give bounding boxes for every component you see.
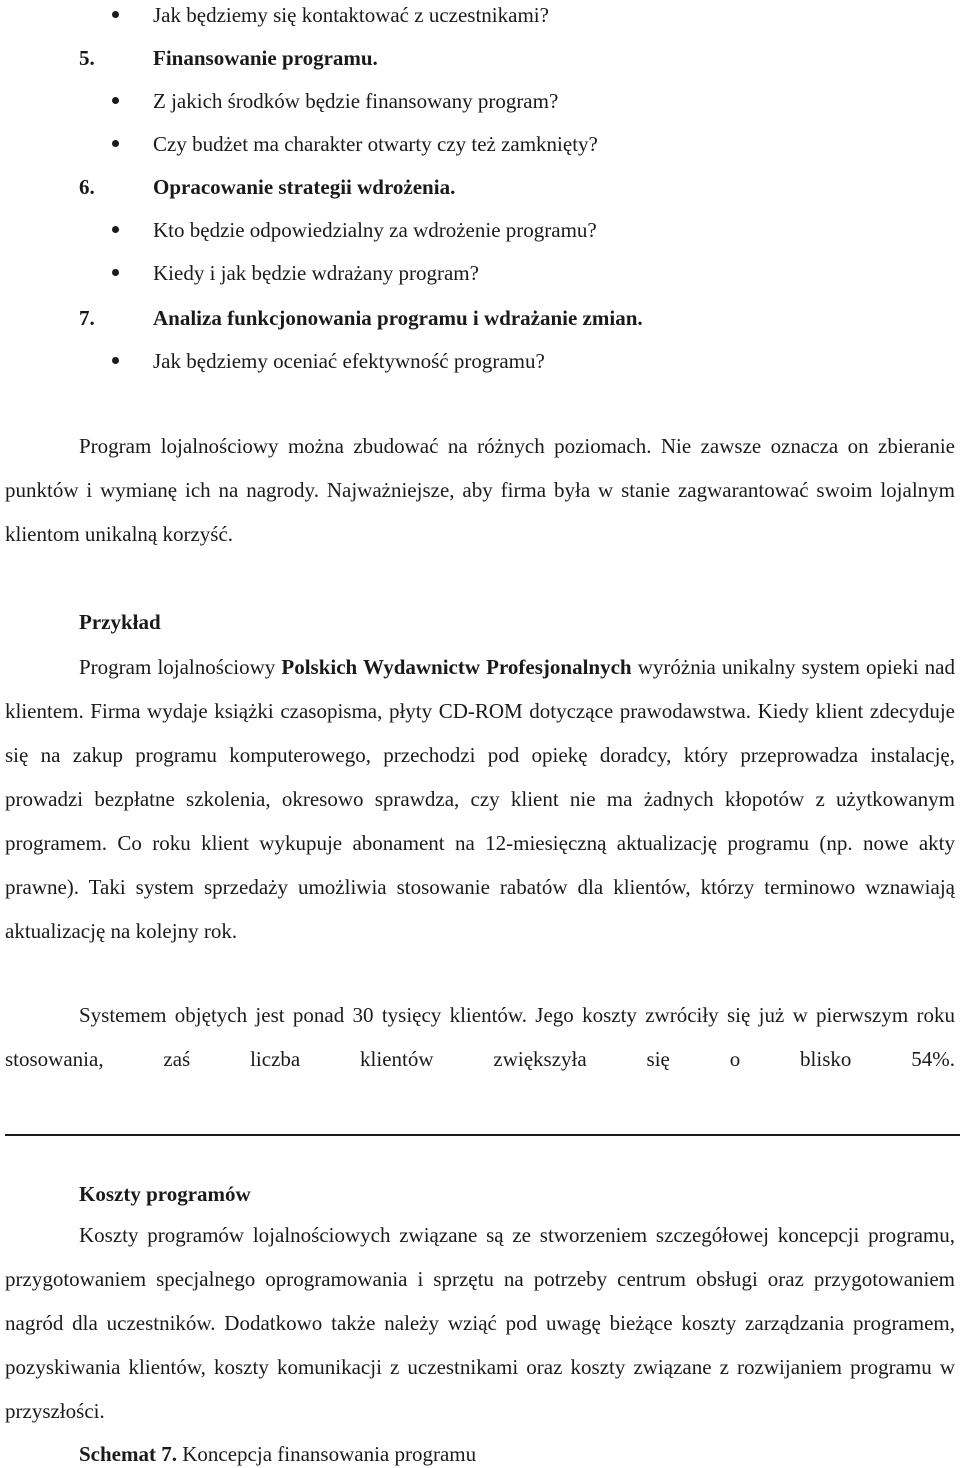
section-divider <box>5 1134 960 1136</box>
example-heading: Przykład <box>79 610 161 634</box>
bullet-icon <box>112 348 122 358</box>
company-name: Polskich Wydawnictw Profesjonalnych <box>281 655 632 679</box>
costs-heading: Koszty programów <box>79 1182 251 1206</box>
example-paragraph-2: Systemem objętych jest ponad 30 tysięcy klientów. Jego koszty zwróciły się już w pierwszym roku stosowania, zaś liczba klientów zwiększyła się o blisko 54%. <box>5 1003 955 1071</box>
bullet-icon <box>112 88 122 98</box>
bullet-icon <box>112 260 122 270</box>
bullet-icon <box>112 131 122 141</box>
bullet-icon <box>112 2 122 12</box>
intro-paragraph: Program lojalnościowy można zbudować na różnych poziomach. Nie zawsze oznacza on zbieranie punktów i wymianę ich na nagrody. Najważniejsze, aby firma była w stanie zagwarantować swoim lojalnym klientom unikalną korzyść. <box>5 434 955 546</box>
figure-caption: Schemat 7. Koncepcja finansowania programu <box>79 1442 477 1466</box>
bullet-icon <box>112 217 122 227</box>
costs-paragraph: Koszty programów lojalnościowych związane są ze stworzeniem szczegółowej koncepcji programu, przygotowaniem specjalnego oprogramowania i sprzętu na potrzeby centrum obsługi oraz przygotowaniem nagród dla uczestników. Dodatkowo także należy wziąć pod uwagę bieżące koszty zarządzania programem, pozyskiwania klientów, koszty komunikacji z uczestnikami oraz koszty związane z rozwijaniem programu w przyszłości. <box>5 1223 955 1423</box>
example-paragraph: Program lojalnościowy Polskich Wydawnictw Profesjonalnych wyróżnia unikalny system opieki nad klientem. Firma wydaje książki czasopisma, płyty CD-ROM dotyczące prawodawstwa. Kiedy klient zdecyduje się na zakup programu komputerowego, przechodzi pod opiekę doradcy, który przeprowadza instalację, prowadzi bezpłatne szkolenia, okresowo sprawdza, czy klient nie ma żadnych kłopotów z użytkowanym programem. Co roku klient wykupuje abonament na 12-miesięczną aktualizację programu (np. nowe akty prawne). Taki system sprzedaży umożliwia stosowanie rabatów dla klientów, którzy terminowo wznawiają aktualizację na kolejny rok. <box>5 655 955 943</box>
